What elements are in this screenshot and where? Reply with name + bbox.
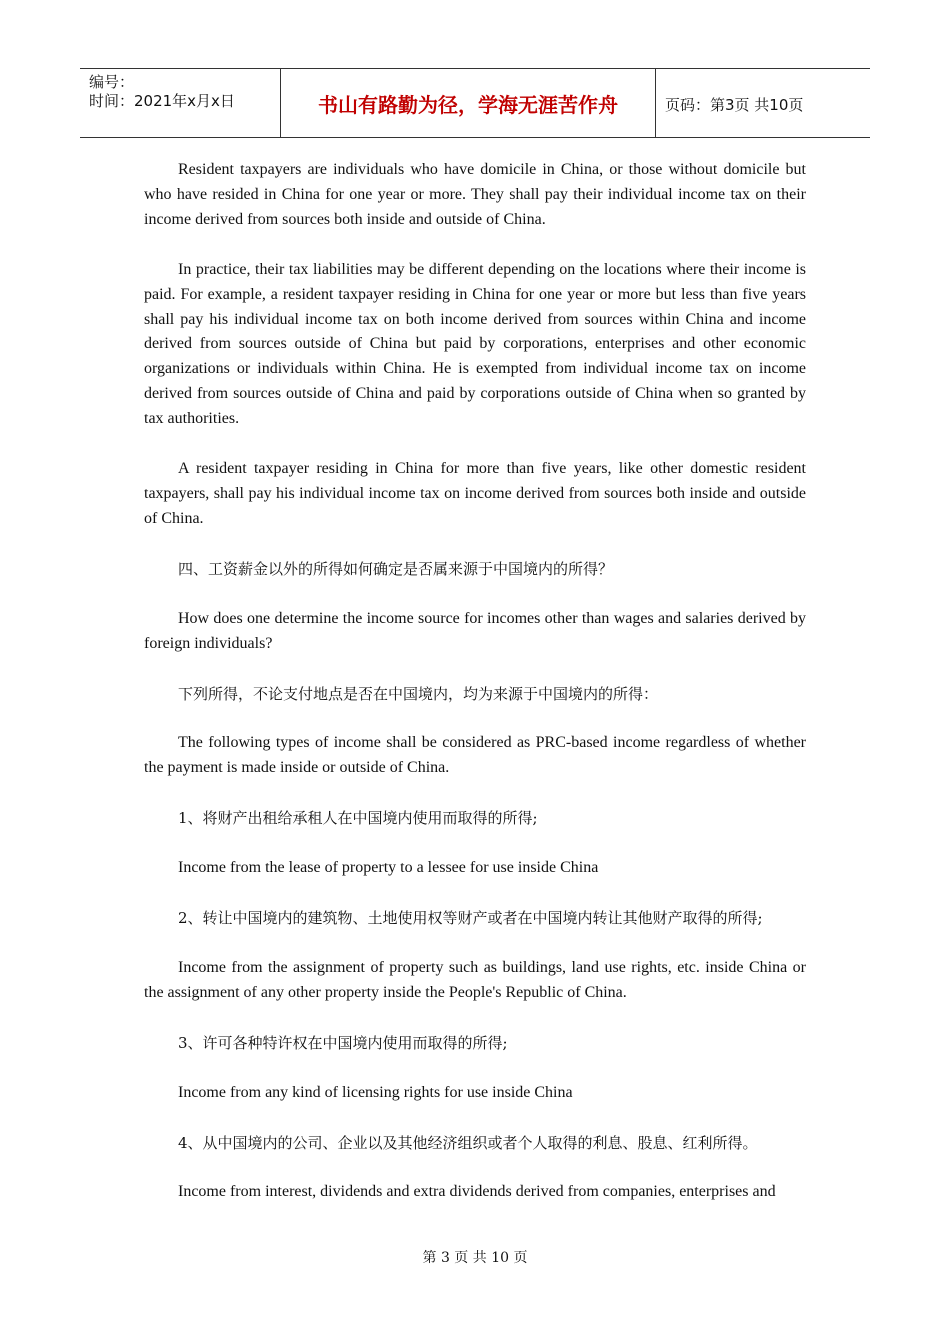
document-header (80, 68, 870, 138)
list-item-3-cn: 3、许可各种特许权在中国境内使用而取得的所得; (178, 1033, 508, 1052)
paragraph-tax-liabilities: In practice, their tax liabilities may be different depending on the locations where their income is paid. For example, a resident taxpayer residing in China for one year or more but less than five years shall pay his individual income tax on both income derived from sources within China and income derived from sources outside of China but paid by corporations, enterprises and other economic organizations or individuals within China. He is exempted from individual income tax on income derived from sources outside of China and paid by corporations outside of China when so granted by tax authorities. (144, 260, 806, 428)
header-motto: 书山有路勤为径，学海无涯苦作舟 (318, 93, 618, 117)
list-item-1-en: Income from the lease of property to a lessee for use inside China (178, 859, 599, 877)
header-meta-cell (80, 69, 280, 137)
section-heading-4-en: How does one determine the income source for incomes other than wages and salaries derived by foreign individuals? (144, 609, 806, 652)
list-item-3-en: Income from any kind of licensing rights for use inside China (178, 1083, 573, 1101)
header-page-number: 页码：第3页 共10页 (665, 96, 804, 114)
document-number-label: 编号： (89, 73, 135, 91)
section-heading-4: 四、工资薪金以外的所得如何确定是否属来源于中国境内的所得？ (178, 559, 614, 578)
header-page-cell (655, 69, 870, 137)
list-item-2-en: Income from the assignment of property such as buildings, land use rights, etc. inside China or the assignment of any other property inside the People's Republic of China. (144, 958, 806, 1001)
header-motto-cell (280, 69, 656, 137)
list-item-1-cn: 1、将财产出租给承租人在中国境内使用而取得的所得; (178, 809, 538, 828)
page-footer: 第 3 页 共 10 页 (422, 1250, 528, 1266)
paragraph-income-sources-cn: 下列所得，不论支付地点是否在中国境内，均为来源于中国境内的所得： (178, 684, 659, 703)
list-item-2-cn: 2、转让中国境内的建筑物、土地使用权等财产或者在中国境内转让其他财产取得的所得; (178, 909, 763, 928)
list-item-4-en: Income from interest, dividends and extra dividends derived from companies, enterprises and (178, 1183, 776, 1201)
paragraph-income-sources-en: The following types of income shall be considered as PRC-based income regardless of whether the payment is made inside or outside of China. (144, 734, 806, 777)
paragraph-five-years: A resident taxpayer residing in China for more than five years, like other domestic resident taxpayers, shall pay his individual income tax on income derived from sources both inside and outside of China. (144, 460, 806, 527)
paragraph-resident-definition: Resident taxpayers are individuals who have domicile in China, or those without domicile but who have resided in China for one year or more. They shall pay their individual income tax on their income derived from sources both inside and outside of China. (144, 161, 806, 228)
document-date-label: 时间：2021年x月x日 (89, 92, 235, 110)
list-item-4-cn: 4、从中国境内的公司、企业以及其他经济组织或者个人取得的利息、股息、红利所得。 (178, 1133, 758, 1152)
document-body (144, 158, 806, 1230)
